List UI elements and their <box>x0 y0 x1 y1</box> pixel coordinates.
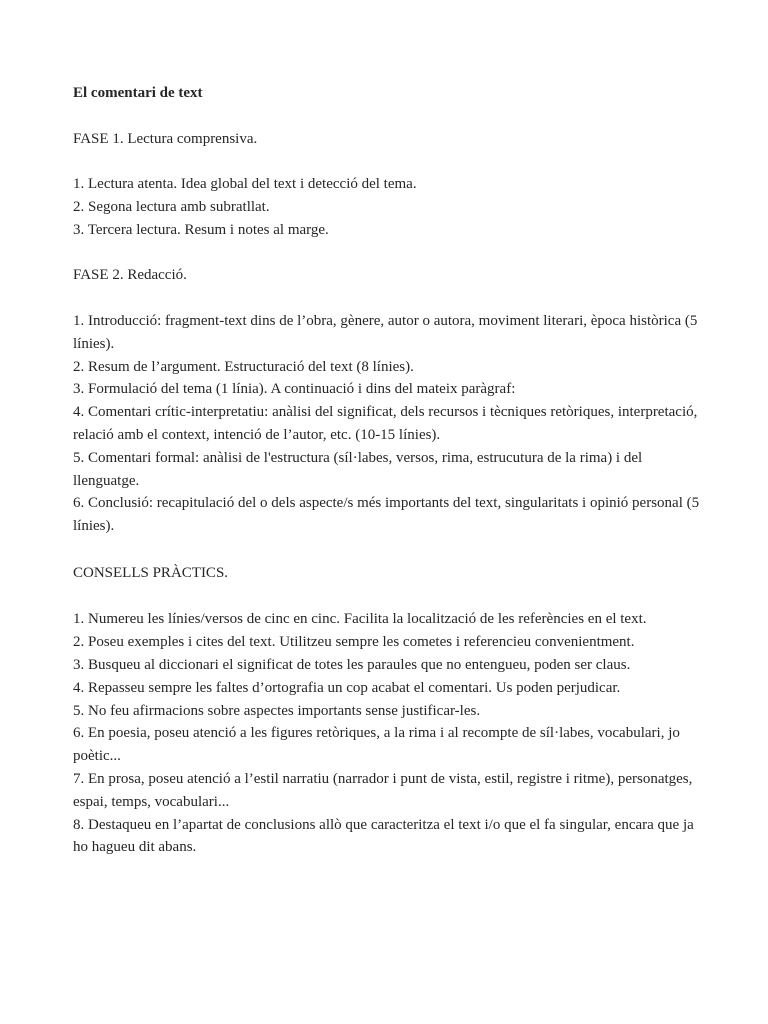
phase2-item: 6. Conclusió: recapitulació del o dels aspecte/s més importants del text, singularitats i opinió personal (5 línies). <box>73 495 700 535</box>
phase1-item: 2. Segona lectura amb subratllat. <box>73 198 270 215</box>
phase1-item: 3. Tercera lectura. Resum i notes al marge. <box>73 221 329 238</box>
phase2-item: 1. Introducció: fragment-text dins de l’obra, gènere, autor o autora, moviment literari, època històrica (5 línies). <box>73 312 698 352</box>
advice-item: 2. Poseu exemples i cites del text. Utilitzeu sempre les cometes i referencieu convenientment. <box>73 634 635 651</box>
advice-item: 1. Numereu les línies/versos de cinc en cinc. Facilita la localització de les referències en el text. <box>73 611 647 628</box>
advice-list <box>73 608 703 859</box>
phase1-item: 1. Lectura atenta. Idea global del text i detecció del tema. <box>73 176 417 193</box>
phase2-item: 2. Resum de l’argument. Estructuració del text (8 línies). <box>73 358 414 375</box>
phase2-list <box>73 310 703 538</box>
phase1-list <box>73 173 703 241</box>
document-title: El comentari de text <box>73 85 203 101</box>
advice-item: 7. En prosa, poseu atenció a l’estil narratiu (narrador i punt de vista, estil, registre i ritme), personatges, espai, temps, vocabulari... <box>73 770 693 810</box>
phase2-item: 4. Comentari crític-interpretatiu: anàlisi del significat, dels recursos i tècniques retòriques, interpretació, relació amb el context, intenció de l’autor, etc. (10-15 línies). <box>73 404 698 443</box>
advice-item: 3. Busqueu al diccionari el significat de totes les paraules que no entengueu, poden ser claus. <box>73 656 631 673</box>
advice-item: 4. Repasseu sempre les faltes d’ortografia un cop acabat el comentari. Us poden perjudicar. <box>73 679 621 696</box>
advice-item: 5. No feu afirmacions sobre aspectes importants sense justificar-les. <box>73 702 481 719</box>
advice-item: 6. En poesia, poseu atenció a les figures retòriques, a la rima i al recompte de síl·labes, vocabulari, jo poètic... <box>73 725 680 765</box>
advice-heading: CONSELLS PRÀCTICS. <box>73 564 229 581</box>
phase2-item: 5. Comentari formal: anàlisi de l'estructura (síl·labes, versos, rima, estrucutura de la rima) i del llenguatge. <box>73 449 643 489</box>
document-page <box>73 82 703 859</box>
phase2-heading: FASE 2. Redacció. <box>73 267 187 284</box>
advice-item: 8. Destaqueu en l’apartat de conclusions allò que caracteritza el text i/o que el fa singular, encara que ja ho hagueu dit abans. <box>73 816 694 856</box>
phase2-item: 3. Formulació del tema (1 línia). A continuació i dins del mateix paràgraf: <box>73 381 516 398</box>
phase1-heading: FASE 1. Lectura comprensiva. <box>73 130 258 147</box>
